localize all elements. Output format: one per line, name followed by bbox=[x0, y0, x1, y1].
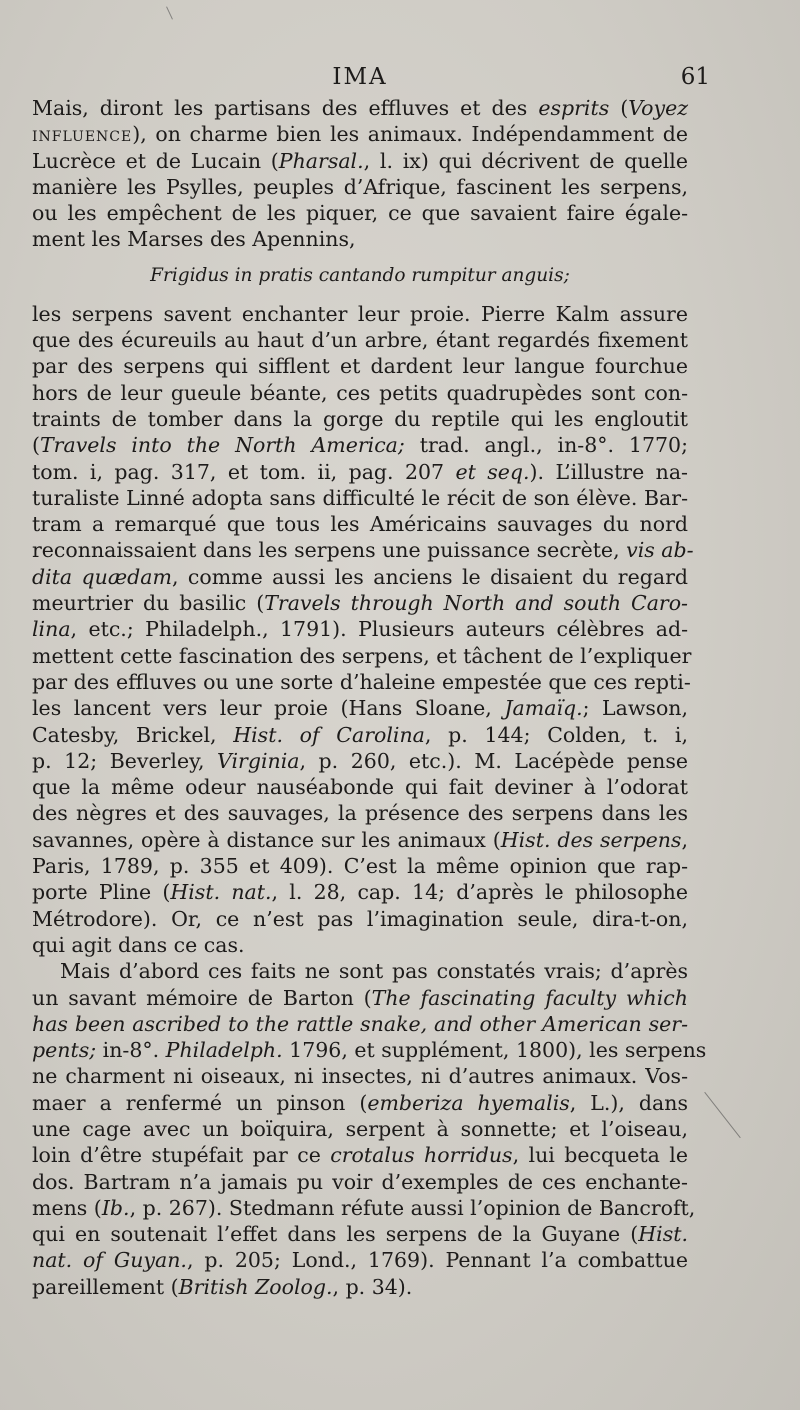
text-run: pareillement ( bbox=[32, 1274, 179, 1299]
text-run: , p. 34). bbox=[332, 1274, 413, 1299]
text-line bbox=[32, 1011, 688, 1037]
italic-text: Pharsal. bbox=[278, 148, 364, 173]
italic-text: vis ab- bbox=[626, 538, 694, 563]
body-text bbox=[32, 95, 707, 1300]
italic-text: Hist. des serpens bbox=[500, 827, 682, 852]
text-run: tram a remarqué que tous les Américains sauvages du nord bbox=[32, 512, 688, 537]
text-run: meurtrier du basilic ( bbox=[32, 591, 265, 616]
italic-text: Virginia bbox=[217, 748, 300, 773]
text-run: Métrodore). Or, ce n’est pas l’imagination seule, dira-t-on, bbox=[32, 906, 688, 931]
italic-text: emberiza hyemalis bbox=[367, 1090, 570, 1115]
text-run: qui agit dans ce cas. bbox=[32, 932, 245, 957]
text-line bbox=[32, 1142, 688, 1168]
paragraph bbox=[32, 958, 707, 1300]
paragraph bbox=[32, 301, 694, 958]
text-line bbox=[32, 1195, 696, 1221]
text-line bbox=[32, 226, 688, 252]
italic-text: crotalus horridus bbox=[330, 1143, 513, 1168]
text-run: tom. i, pag. 317, et tom. ii, pag. 207 bbox=[32, 459, 456, 484]
text-line bbox=[32, 748, 688, 774]
latin-quote: Frigidus in pratis cantando rumpitur anguis; bbox=[150, 264, 570, 286]
pen-stroke-mark bbox=[166, 6, 173, 19]
text-run: , etc.; Philadelph., 1791). Plusieurs auteurs célèbres ad- bbox=[70, 617, 688, 642]
italic-text: has been ascribed to the rattle snake, and other American ser- bbox=[32, 1011, 688, 1036]
text-line bbox=[32, 1169, 688, 1195]
text-run: , lui becqueta le bbox=[512, 1143, 688, 1168]
text-run: , p. 260, etc.). M. Lacépède pense bbox=[299, 748, 688, 773]
text-run: 1796, et supplément, 1800), les serpens bbox=[282, 1038, 707, 1063]
text-line bbox=[32, 695, 688, 721]
text-run: mens ( bbox=[32, 1195, 102, 1220]
text-run: , p. 267). Stedmann réfute aussi l’opinion de Bancroft, bbox=[129, 1195, 696, 1220]
text-line bbox=[32, 511, 688, 537]
italic-text: Ib. bbox=[101, 1195, 130, 1220]
italic-text: Jamaïq. bbox=[504, 696, 583, 721]
italic-text: Philadelph. bbox=[165, 1038, 283, 1063]
text-run: que des écureuils au haut d’un arbre, étant regardés fixement bbox=[32, 328, 688, 353]
italic-text: Travels into the North America; bbox=[40, 433, 405, 458]
text-run: p. 12; Beverley, bbox=[32, 748, 218, 773]
page-number: 61 bbox=[680, 64, 710, 90]
italic-text: pents; bbox=[32, 1038, 97, 1063]
text-line bbox=[32, 459, 688, 485]
text-run: porte Pline ( bbox=[32, 880, 171, 905]
italic-text: British Zoolog. bbox=[178, 1274, 333, 1299]
text-line bbox=[32, 1116, 688, 1142]
text-line bbox=[32, 148, 688, 174]
text-line bbox=[32, 590, 688, 616]
text-run: Catesby, Brickel, bbox=[32, 722, 234, 747]
text-line bbox=[32, 95, 688, 121]
text-run: , L.), dans bbox=[569, 1090, 688, 1115]
text-run: maer a renfermé un pinson ( bbox=[32, 1090, 368, 1115]
text-line bbox=[32, 722, 688, 748]
text-line bbox=[32, 669, 691, 695]
text-run: reconnaissaient dans les serpens une puissance secrète, bbox=[32, 538, 627, 563]
text-line bbox=[32, 174, 688, 200]
text-run: un savant mémoire de Barton ( bbox=[32, 985, 372, 1010]
text-run: Paris, 1789, p. 355 et 409). C’est la même opinion que rap- bbox=[32, 854, 688, 879]
text-run: par des serpens qui sifflent et dardent leur langue fourchue bbox=[32, 354, 688, 379]
text-line bbox=[32, 958, 688, 984]
text-line bbox=[32, 774, 688, 800]
text-run: par des effluves ou une sorte d’haleine empestée que ces repti- bbox=[32, 669, 691, 694]
text-line bbox=[32, 827, 688, 853]
italic-text: esprits bbox=[538, 96, 610, 120]
text-run: ment les Marses des Apennins, bbox=[32, 227, 356, 252]
text-line bbox=[32, 1274, 688, 1300]
text-line bbox=[32, 380, 688, 406]
text-line bbox=[32, 301, 688, 327]
text-line bbox=[32, 800, 688, 826]
pen-stroke-mark bbox=[704, 1092, 740, 1138]
text-run: savannes, opère à distance sur les animaux ( bbox=[32, 827, 501, 852]
text-run: des nègres et des sauvages, la présence des serpens dans les bbox=[32, 801, 688, 826]
text-line bbox=[32, 564, 688, 590]
italic-text: Hist. bbox=[638, 1222, 688, 1247]
text-line bbox=[32, 537, 694, 563]
text-run: , comme aussi les anciens le disaient du regard bbox=[171, 564, 688, 589]
text-run: ( bbox=[609, 96, 629, 120]
text-run: une cage avec un boïquira, serpent à sonnette; et l’oiseau, bbox=[32, 1116, 688, 1141]
text-run: ne charment ni oiseaux, ni insectes, ni d’autres animaux. Vos- bbox=[32, 1064, 688, 1089]
italic-text: The fascinating faculty which bbox=[371, 985, 688, 1010]
text-line bbox=[32, 616, 688, 642]
text-run: hors de leur gueule béante, ces petits quadrupèdes sont con- bbox=[32, 380, 688, 405]
text-run: loin d’être stupéfait par ce bbox=[32, 1143, 331, 1168]
text-run: trad. angl., in-8°. 1770; bbox=[404, 433, 688, 458]
text-run: ; Lawson, bbox=[582, 696, 689, 721]
text-line bbox=[32, 985, 688, 1011]
text-line bbox=[32, 121, 688, 147]
text-run: in-8°. bbox=[96, 1038, 166, 1063]
italic-text: Travels through North and south Caro- bbox=[264, 591, 688, 616]
text-line bbox=[32, 432, 688, 458]
text-run: Mais, diront les partisans des effluves et des bbox=[32, 96, 539, 120]
text-line bbox=[32, 485, 688, 511]
text-line bbox=[32, 406, 688, 432]
text-line bbox=[32, 1247, 688, 1273]
text-run: qui en soutenait l’effet dans les serpens de la Guyane ( bbox=[32, 1222, 639, 1247]
text-run: , l. 28, cap. 14; d’après le philosophe bbox=[271, 880, 688, 905]
text-run: les serpens savent enchanter leur proie. Pierre Kalm assure bbox=[32, 301, 688, 326]
text-run: ( bbox=[32, 433, 40, 458]
italic-text: dita quædam bbox=[32, 564, 172, 589]
text-run: mettent cette fascination des serpens, et tâchent de l’expliquer bbox=[32, 643, 692, 668]
text-run: manière les Psylles, peuples d’Afrique, fascinent les serpens, bbox=[32, 174, 688, 199]
page-header bbox=[32, 64, 710, 94]
text-run: , p. 205; Lond., 1769). Pennant l’a combattue bbox=[186, 1248, 688, 1273]
italic-text: Voyez bbox=[628, 96, 689, 120]
text-line bbox=[32, 643, 692, 669]
text-run: ou les empêchent de les piquer, ce que savaient faire égale- bbox=[32, 201, 688, 226]
text-line bbox=[32, 906, 688, 932]
text-run: que la même odeur nauséabonde qui fait deviner à l’odorat bbox=[32, 775, 688, 800]
text-line bbox=[32, 200, 688, 226]
text-run: ). L’illustre na- bbox=[529, 459, 688, 484]
text-run: turaliste Linné adopta sans difficulté le récit de son élève. Bar- bbox=[32, 485, 688, 510]
italic-text: lina bbox=[32, 617, 71, 642]
text-line bbox=[32, 1037, 707, 1063]
text-line bbox=[32, 1221, 688, 1247]
italic-text: Hist. of Carolina bbox=[233, 722, 425, 747]
text-run: , l. ix) qui décrivent de quelle bbox=[363, 148, 688, 173]
text-line bbox=[32, 932, 688, 958]
italic-text: nat. of Guyan. bbox=[32, 1248, 187, 1273]
text-line bbox=[32, 853, 688, 879]
text-line bbox=[32, 327, 688, 353]
text-line bbox=[32, 1063, 688, 1089]
text-run: dos. Bartram n’a jamais pu voir d’exemples de ces enchante- bbox=[32, 1169, 688, 1194]
running-head: IMA bbox=[332, 64, 388, 90]
smallcaps-text: influence bbox=[32, 122, 133, 147]
paragraph bbox=[32, 95, 688, 253]
text-line bbox=[32, 879, 688, 905]
text-run: , bbox=[681, 827, 688, 852]
text-line bbox=[32, 1090, 688, 1116]
text-run: , p. 144; Colden, t. i, bbox=[424, 722, 688, 747]
text-run: les lancent vers leur proie (Hans Sloane, bbox=[32, 696, 505, 721]
text-run: traints de tomber dans la gorge du reptile qui les engloutit bbox=[32, 406, 688, 431]
italic-text: et seq. bbox=[455, 459, 530, 484]
text-run: ), on charme bien les animaux. Indépendamment de bbox=[132, 122, 688, 147]
italic-text: Hist. nat. bbox=[170, 880, 272, 905]
text-run: Mais d’abord ces faits ne sont pas constatés vrais; d’après bbox=[60, 959, 688, 984]
text-run: Lucrèce et de Lucain ( bbox=[32, 148, 279, 173]
text-line bbox=[32, 353, 688, 379]
